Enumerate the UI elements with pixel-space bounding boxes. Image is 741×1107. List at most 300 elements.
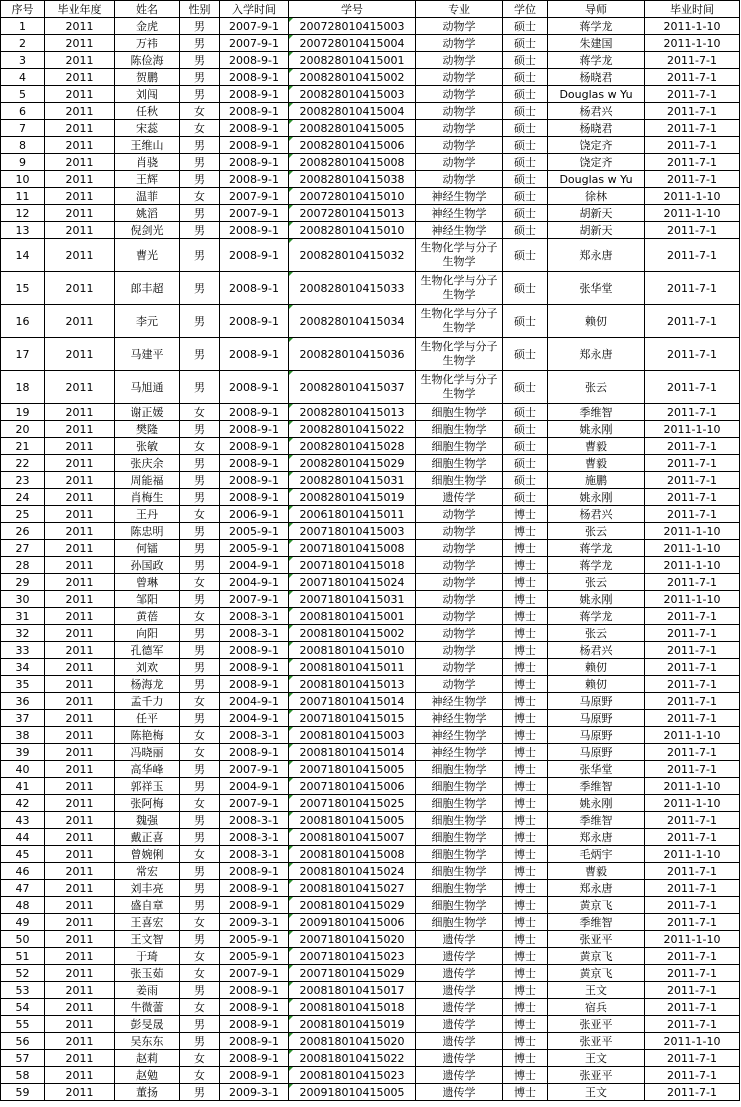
cell-enroll-date: 2009-3-1 bbox=[220, 1084, 289, 1101]
cell-major: 动物学 bbox=[416, 506, 503, 523]
cell-name: 倪剑光 bbox=[115, 222, 180, 239]
cell-name: 魏强 bbox=[115, 812, 180, 829]
cell-grad-year: 2011 bbox=[45, 52, 115, 69]
cell-gender: 男 bbox=[180, 557, 220, 574]
cell-name: 任秋 bbox=[115, 103, 180, 120]
table-row bbox=[1, 880, 740, 897]
cell-grad-date: 2011-7-1 bbox=[645, 69, 740, 86]
cell-grad-year: 2011 bbox=[45, 1016, 115, 1033]
cell-advisor: 赖仞 bbox=[548, 676, 645, 693]
cell-degree: 博士 bbox=[503, 1033, 548, 1050]
cell-student-id: 200828010415031 bbox=[289, 472, 416, 489]
cell-degree: 博士 bbox=[503, 693, 548, 710]
cell-name: 赵莉 bbox=[115, 1050, 180, 1067]
cell-degree: 博士 bbox=[503, 506, 548, 523]
cell-gender: 女 bbox=[180, 965, 220, 982]
cell-degree: 博士 bbox=[503, 676, 548, 693]
table-row bbox=[1, 761, 740, 778]
cell-degree: 硕士 bbox=[503, 239, 548, 272]
cell-major: 动物学 bbox=[416, 523, 503, 540]
cell-gender: 男 bbox=[180, 982, 220, 999]
cell-major: 遗传学 bbox=[416, 931, 503, 948]
cell-major: 动物学 bbox=[416, 120, 503, 137]
cell-grad-date: 2011-7-1 bbox=[645, 272, 740, 305]
cell-grad-date: 2011-7-1 bbox=[645, 154, 740, 171]
cell-enroll-date: 2008-9-1 bbox=[220, 880, 289, 897]
cell-student-id: 200828010415028 bbox=[289, 438, 416, 455]
table-row bbox=[1, 154, 740, 171]
cell-degree: 硕士 bbox=[503, 421, 548, 438]
cell-student-id: 200718010415014 bbox=[289, 693, 416, 710]
cell-enroll-date: 2005-9-1 bbox=[220, 540, 289, 557]
cell-enroll-date: 2008-9-1 bbox=[220, 103, 289, 120]
cell-index: 24 bbox=[1, 489, 45, 506]
cell-grad-year: 2011 bbox=[45, 171, 115, 188]
cell-gender: 男 bbox=[180, 421, 220, 438]
cell-enroll-date: 2008-9-1 bbox=[220, 1033, 289, 1050]
cell-student-id: 200728010415013 bbox=[289, 205, 416, 222]
cell-grad-date: 2011-7-1 bbox=[645, 404, 740, 421]
cell-advisor: 张云 bbox=[548, 574, 645, 591]
cell-grad-date: 2011-7-1 bbox=[645, 693, 740, 710]
cell-enroll-date: 2008-9-1 bbox=[220, 999, 289, 1016]
cell-degree: 博士 bbox=[503, 523, 548, 540]
table-row bbox=[1, 659, 740, 676]
table-row bbox=[1, 557, 740, 574]
cell-major: 生物化学与分子生物学 bbox=[416, 239, 503, 272]
cell-gender: 男 bbox=[180, 338, 220, 371]
cell-advisor: 饶定齐 bbox=[548, 137, 645, 154]
cell-index: 5 bbox=[1, 86, 45, 103]
cell-grad-year: 2011 bbox=[45, 591, 115, 608]
cell-gender: 男 bbox=[180, 305, 220, 338]
cell-degree: 博士 bbox=[503, 1067, 548, 1084]
table-row bbox=[1, 812, 740, 829]
cell-grad-year: 2011 bbox=[45, 931, 115, 948]
cell-grad-year: 2011 bbox=[45, 455, 115, 472]
table-row bbox=[1, 523, 740, 540]
cell-gender: 男 bbox=[180, 35, 220, 52]
table-row bbox=[1, 1050, 740, 1067]
cell-enroll-date: 2004-9-1 bbox=[220, 693, 289, 710]
cell-grad-date: 2011-7-1 bbox=[645, 1050, 740, 1067]
cell-advisor: 马原野 bbox=[548, 744, 645, 761]
cell-student-id: 200818010415013 bbox=[289, 676, 416, 693]
table-row bbox=[1, 727, 740, 744]
cell-grad-date: 2011-7-1 bbox=[645, 239, 740, 272]
cell-name: 陈艳梅 bbox=[115, 727, 180, 744]
cell-student-id: 200828010415037 bbox=[289, 371, 416, 404]
cell-degree: 硕士 bbox=[503, 371, 548, 404]
cell-grad-date: 2011-7-1 bbox=[645, 305, 740, 338]
header-degree: 学位 bbox=[503, 1, 548, 18]
cell-enroll-date: 2008-9-1 bbox=[220, 863, 289, 880]
cell-student-id: 200828010415038 bbox=[289, 171, 416, 188]
table-row bbox=[1, 506, 740, 523]
cell-grad-date: 2011-1-10 bbox=[645, 846, 740, 863]
cell-student-id: 200828010415002 bbox=[289, 69, 416, 86]
cell-major: 动物学 bbox=[416, 18, 503, 35]
cell-student-id: 200718010415003 bbox=[289, 523, 416, 540]
cell-index: 18 bbox=[1, 371, 45, 404]
cell-enroll-date: 2007-9-1 bbox=[220, 795, 289, 812]
cell-index: 12 bbox=[1, 205, 45, 222]
cell-enroll-date: 2008-9-1 bbox=[220, 421, 289, 438]
cell-enroll-date: 2008-3-1 bbox=[220, 608, 289, 625]
table-row bbox=[1, 540, 740, 557]
cell-gender: 男 bbox=[180, 272, 220, 305]
cell-student-id: 200718010415015 bbox=[289, 710, 416, 727]
cell-grad-year: 2011 bbox=[45, 625, 115, 642]
cell-advisor: 张云 bbox=[548, 371, 645, 404]
header-gender: 性别 bbox=[180, 1, 220, 18]
cell-grad-year: 2011 bbox=[45, 829, 115, 846]
cell-major: 遗传学 bbox=[416, 489, 503, 506]
cell-enroll-date: 2008-9-1 bbox=[220, 455, 289, 472]
cell-grad-date: 2011-7-1 bbox=[645, 489, 740, 506]
cell-enroll-date: 2008-3-1 bbox=[220, 846, 289, 863]
cell-index: 43 bbox=[1, 812, 45, 829]
cell-grad-date: 2011-7-1 bbox=[645, 338, 740, 371]
cell-grad-date: 2011-1-10 bbox=[645, 35, 740, 52]
cell-major: 遗传学 bbox=[416, 1033, 503, 1050]
cell-degree: 博士 bbox=[503, 829, 548, 846]
cell-enroll-date: 2008-9-1 bbox=[220, 272, 289, 305]
cell-major: 动物学 bbox=[416, 659, 503, 676]
cell-grad-year: 2011 bbox=[45, 795, 115, 812]
cell-index: 39 bbox=[1, 744, 45, 761]
cell-student-id: 200818010415020 bbox=[289, 1033, 416, 1050]
cell-grad-date: 2011-7-1 bbox=[645, 829, 740, 846]
cell-enroll-date: 2007-9-1 bbox=[220, 205, 289, 222]
cell-grad-date: 2011-7-1 bbox=[645, 574, 740, 591]
cell-major: 神经生物学 bbox=[416, 693, 503, 710]
cell-index: 14 bbox=[1, 239, 45, 272]
cell-name: 王丹 bbox=[115, 506, 180, 523]
cell-name: 戴正喜 bbox=[115, 829, 180, 846]
cell-grad-date: 2011-7-1 bbox=[645, 371, 740, 404]
table-body bbox=[1, 18, 740, 1101]
cell-grad-year: 2011 bbox=[45, 404, 115, 421]
cell-grad-date: 2011-7-1 bbox=[645, 222, 740, 239]
cell-name: 万祎 bbox=[115, 35, 180, 52]
cell-grad-year: 2011 bbox=[45, 338, 115, 371]
cell-name: 谢正媛 bbox=[115, 404, 180, 421]
cell-enroll-date: 2008-3-1 bbox=[220, 625, 289, 642]
cell-student-id: 200818010415011 bbox=[289, 659, 416, 676]
cell-advisor: Douglas w Yu bbox=[548, 86, 645, 103]
cell-gender: 男 bbox=[180, 591, 220, 608]
cell-name: 马建平 bbox=[115, 338, 180, 371]
cell-enroll-date: 2008-9-1 bbox=[220, 1050, 289, 1067]
cell-major: 细胞生物学 bbox=[416, 761, 503, 778]
cell-advisor: 黄京飞 bbox=[548, 965, 645, 982]
cell-major: 细胞生物学 bbox=[416, 863, 503, 880]
table-row bbox=[1, 999, 740, 1016]
cell-grad-date: 2011-7-1 bbox=[645, 710, 740, 727]
cell-index: 16 bbox=[1, 305, 45, 338]
cell-advisor: 季维智 bbox=[548, 778, 645, 795]
cell-grad-date: 2011-7-1 bbox=[645, 506, 740, 523]
cell-student-id: 200818010415010 bbox=[289, 642, 416, 659]
table-row bbox=[1, 1033, 740, 1050]
cell-advisor: 毛炳宇 bbox=[548, 846, 645, 863]
cell-grad-year: 2011 bbox=[45, 305, 115, 338]
cell-enroll-date: 2004-9-1 bbox=[220, 710, 289, 727]
cell-enroll-date: 2006-9-1 bbox=[220, 506, 289, 523]
cell-enroll-date: 2008-9-1 bbox=[220, 897, 289, 914]
table-row bbox=[1, 795, 740, 812]
table-row bbox=[1, 120, 740, 137]
cell-name: 何镭 bbox=[115, 540, 180, 557]
table-row bbox=[1, 982, 740, 999]
cell-grad-year: 2011 bbox=[45, 489, 115, 506]
cell-major: 细胞生物学 bbox=[416, 795, 503, 812]
cell-name: 李元 bbox=[115, 305, 180, 338]
cell-grad-year: 2011 bbox=[45, 103, 115, 120]
cell-enroll-date: 2008-9-1 bbox=[220, 52, 289, 69]
cell-name: 温菲 bbox=[115, 188, 180, 205]
cell-grad-year: 2011 bbox=[45, 557, 115, 574]
table-row bbox=[1, 188, 740, 205]
cell-index: 23 bbox=[1, 472, 45, 489]
cell-gender: 男 bbox=[180, 625, 220, 642]
cell-enroll-date: 2004-9-1 bbox=[220, 778, 289, 795]
table-row bbox=[1, 897, 740, 914]
cell-name: 刘欢 bbox=[115, 659, 180, 676]
cell-advisor: 徐林 bbox=[548, 188, 645, 205]
cell-name: 姜雨 bbox=[115, 982, 180, 999]
cell-grad-year: 2011 bbox=[45, 506, 115, 523]
cell-name: 郭祥玉 bbox=[115, 778, 180, 795]
cell-advisor: 蒋学龙 bbox=[548, 52, 645, 69]
cell-gender: 女 bbox=[180, 948, 220, 965]
cell-grad-date: 2011-1-10 bbox=[645, 205, 740, 222]
cell-name: 马旭通 bbox=[115, 371, 180, 404]
cell-student-id: 200718010415018 bbox=[289, 557, 416, 574]
cell-grad-year: 2011 bbox=[45, 608, 115, 625]
cell-index: 9 bbox=[1, 154, 45, 171]
cell-advisor: 马原野 bbox=[548, 693, 645, 710]
cell-grad-date: 2011-7-1 bbox=[645, 761, 740, 778]
header-row bbox=[1, 1, 740, 18]
cell-student-id: 200918010415006 bbox=[289, 914, 416, 931]
cell-grad-date: 2011-7-1 bbox=[645, 171, 740, 188]
cell-enroll-date: 2008-9-1 bbox=[220, 438, 289, 455]
table-row bbox=[1, 69, 740, 86]
cell-index: 48 bbox=[1, 897, 45, 914]
cell-degree: 博士 bbox=[503, 608, 548, 625]
header-major: 专业 bbox=[416, 1, 503, 18]
cell-student-id: 200618010415011 bbox=[289, 506, 416, 523]
cell-index: 4 bbox=[1, 69, 45, 86]
cell-degree: 博士 bbox=[503, 625, 548, 642]
cell-grad-year: 2011 bbox=[45, 693, 115, 710]
cell-name: 姚滔 bbox=[115, 205, 180, 222]
cell-grad-year: 2011 bbox=[45, 778, 115, 795]
cell-degree: 博士 bbox=[503, 642, 548, 659]
cell-degree: 硕士 bbox=[503, 438, 548, 455]
cell-student-id: 200818010415002 bbox=[289, 625, 416, 642]
cell-gender: 男 bbox=[180, 812, 220, 829]
cell-degree: 硕士 bbox=[503, 52, 548, 69]
table-row bbox=[1, 404, 740, 421]
cell-enroll-date: 2008-9-1 bbox=[220, 69, 289, 86]
cell-gender: 男 bbox=[180, 540, 220, 557]
cell-name: 肖骁 bbox=[115, 154, 180, 171]
cell-advisor: Douglas w Yu bbox=[548, 171, 645, 188]
cell-advisor: 曹毅 bbox=[548, 438, 645, 455]
cell-name: 王辉 bbox=[115, 171, 180, 188]
cell-major: 细胞生物学 bbox=[416, 438, 503, 455]
cell-gender: 男 bbox=[180, 205, 220, 222]
cell-index: 44 bbox=[1, 829, 45, 846]
cell-gender: 男 bbox=[180, 52, 220, 69]
cell-advisor: 蒋学龙 bbox=[548, 557, 645, 574]
cell-grad-year: 2011 bbox=[45, 540, 115, 557]
cell-gender: 男 bbox=[180, 523, 220, 540]
cell-grad-date: 2011-7-1 bbox=[645, 948, 740, 965]
cell-student-id: 200828010415019 bbox=[289, 489, 416, 506]
cell-student-id: 200828010415008 bbox=[289, 154, 416, 171]
cell-enroll-date: 2007-9-1 bbox=[220, 35, 289, 52]
cell-name: 张阿梅 bbox=[115, 795, 180, 812]
cell-student-id: 200728010415010 bbox=[289, 188, 416, 205]
cell-grad-year: 2011 bbox=[45, 438, 115, 455]
cell-gender: 男 bbox=[180, 472, 220, 489]
cell-index: 2 bbox=[1, 35, 45, 52]
cell-advisor: 曹毅 bbox=[548, 863, 645, 880]
cell-degree: 硕士 bbox=[503, 272, 548, 305]
table-row bbox=[1, 205, 740, 222]
cell-gender: 男 bbox=[180, 761, 220, 778]
cell-enroll-date: 2007-9-1 bbox=[220, 591, 289, 608]
cell-grad-date: 2011-7-1 bbox=[645, 982, 740, 999]
cell-advisor: 蒋学龙 bbox=[548, 18, 645, 35]
cell-grad-year: 2011 bbox=[45, 863, 115, 880]
cell-degree: 硕士 bbox=[503, 489, 548, 506]
cell-gender: 女 bbox=[180, 846, 220, 863]
table-row bbox=[1, 778, 740, 795]
cell-gender: 女 bbox=[180, 103, 220, 120]
cell-student-id: 200718010415006 bbox=[289, 778, 416, 795]
cell-index: 1 bbox=[1, 18, 45, 35]
cell-grad-year: 2011 bbox=[45, 1033, 115, 1050]
cell-advisor: 季维智 bbox=[548, 812, 645, 829]
cell-degree: 博士 bbox=[503, 999, 548, 1016]
cell-degree: 硕士 bbox=[503, 205, 548, 222]
cell-advisor: 王文 bbox=[548, 1084, 645, 1101]
cell-name: 宋蕊 bbox=[115, 120, 180, 137]
cell-student-id: 200828010415005 bbox=[289, 120, 416, 137]
cell-name: 刘丰亮 bbox=[115, 880, 180, 897]
cell-grad-year: 2011 bbox=[45, 523, 115, 540]
cell-degree: 硕士 bbox=[503, 305, 548, 338]
cell-gender: 男 bbox=[180, 69, 220, 86]
cell-major: 动物学 bbox=[416, 171, 503, 188]
cell-name: 孔德军 bbox=[115, 642, 180, 659]
cell-name: 赵勉 bbox=[115, 1067, 180, 1084]
cell-index: 17 bbox=[1, 338, 45, 371]
cell-gender: 男 bbox=[180, 676, 220, 693]
cell-gender: 女 bbox=[180, 188, 220, 205]
cell-gender: 男 bbox=[180, 154, 220, 171]
cell-student-id: 200828010415010 bbox=[289, 222, 416, 239]
cell-index: 7 bbox=[1, 120, 45, 137]
cell-grad-date: 2011-7-1 bbox=[645, 455, 740, 472]
cell-major: 遗传学 bbox=[416, 948, 503, 965]
table-row bbox=[1, 137, 740, 154]
cell-major: 遗传学 bbox=[416, 965, 503, 982]
cell-student-id: 200718010415005 bbox=[289, 761, 416, 778]
cell-grad-date: 2011-1-10 bbox=[645, 523, 740, 540]
cell-major: 动物学 bbox=[416, 69, 503, 86]
cell-major: 细胞生物学 bbox=[416, 455, 503, 472]
cell-gender: 男 bbox=[180, 239, 220, 272]
cell-grad-date: 2011-7-1 bbox=[645, 52, 740, 69]
cell-grad-date: 2011-7-1 bbox=[645, 1084, 740, 1101]
cell-student-id: 200818010415027 bbox=[289, 880, 416, 897]
cell-gender: 男 bbox=[180, 897, 220, 914]
cell-enroll-date: 2008-9-1 bbox=[220, 86, 289, 103]
cell-index: 29 bbox=[1, 574, 45, 591]
cell-gender: 女 bbox=[180, 608, 220, 625]
cell-advisor: 郑永唐 bbox=[548, 829, 645, 846]
cell-grad-year: 2011 bbox=[45, 239, 115, 272]
cell-index: 34 bbox=[1, 659, 45, 676]
cell-gender: 男 bbox=[180, 778, 220, 795]
cell-grad-date: 2011-1-10 bbox=[645, 727, 740, 744]
cell-index: 33 bbox=[1, 642, 45, 659]
cell-student-id: 200828010415032 bbox=[289, 239, 416, 272]
cell-major: 遗传学 bbox=[416, 1016, 503, 1033]
cell-degree: 硕士 bbox=[503, 472, 548, 489]
cell-gender: 男 bbox=[180, 1084, 220, 1101]
cell-index: 52 bbox=[1, 965, 45, 982]
table-row bbox=[1, 421, 740, 438]
cell-name: 金虎 bbox=[115, 18, 180, 35]
cell-degree: 博士 bbox=[503, 591, 548, 608]
table-row bbox=[1, 338, 740, 371]
table-row bbox=[1, 52, 740, 69]
cell-index: 10 bbox=[1, 171, 45, 188]
cell-index: 42 bbox=[1, 795, 45, 812]
cell-student-id: 200818010415014 bbox=[289, 744, 416, 761]
cell-grad-date: 2011-7-1 bbox=[645, 86, 740, 103]
cell-grad-year: 2011 bbox=[45, 69, 115, 86]
cell-degree: 博士 bbox=[503, 710, 548, 727]
table-row bbox=[1, 829, 740, 846]
cell-grad-year: 2011 bbox=[45, 965, 115, 982]
cell-enroll-date: 2004-9-1 bbox=[220, 557, 289, 574]
cell-advisor: 季维智 bbox=[548, 914, 645, 931]
cell-degree: 博士 bbox=[503, 744, 548, 761]
cell-enroll-date: 2008-9-1 bbox=[220, 404, 289, 421]
cell-degree: 博士 bbox=[503, 897, 548, 914]
cell-grad-year: 2011 bbox=[45, 1084, 115, 1101]
cell-grad-date: 2011-7-1 bbox=[645, 1016, 740, 1033]
cell-student-id: 200818010415022 bbox=[289, 1050, 416, 1067]
cell-major: 动物学 bbox=[416, 86, 503, 103]
cell-major: 神经生物学 bbox=[416, 710, 503, 727]
cell-degree: 硕士 bbox=[503, 455, 548, 472]
cell-index: 13 bbox=[1, 222, 45, 239]
cell-name: 曹光 bbox=[115, 239, 180, 272]
cell-grad-date: 2011-7-1 bbox=[645, 625, 740, 642]
cell-grad-year: 2011 bbox=[45, 18, 115, 35]
cell-index: 32 bbox=[1, 625, 45, 642]
cell-major: 细胞生物学 bbox=[416, 812, 503, 829]
